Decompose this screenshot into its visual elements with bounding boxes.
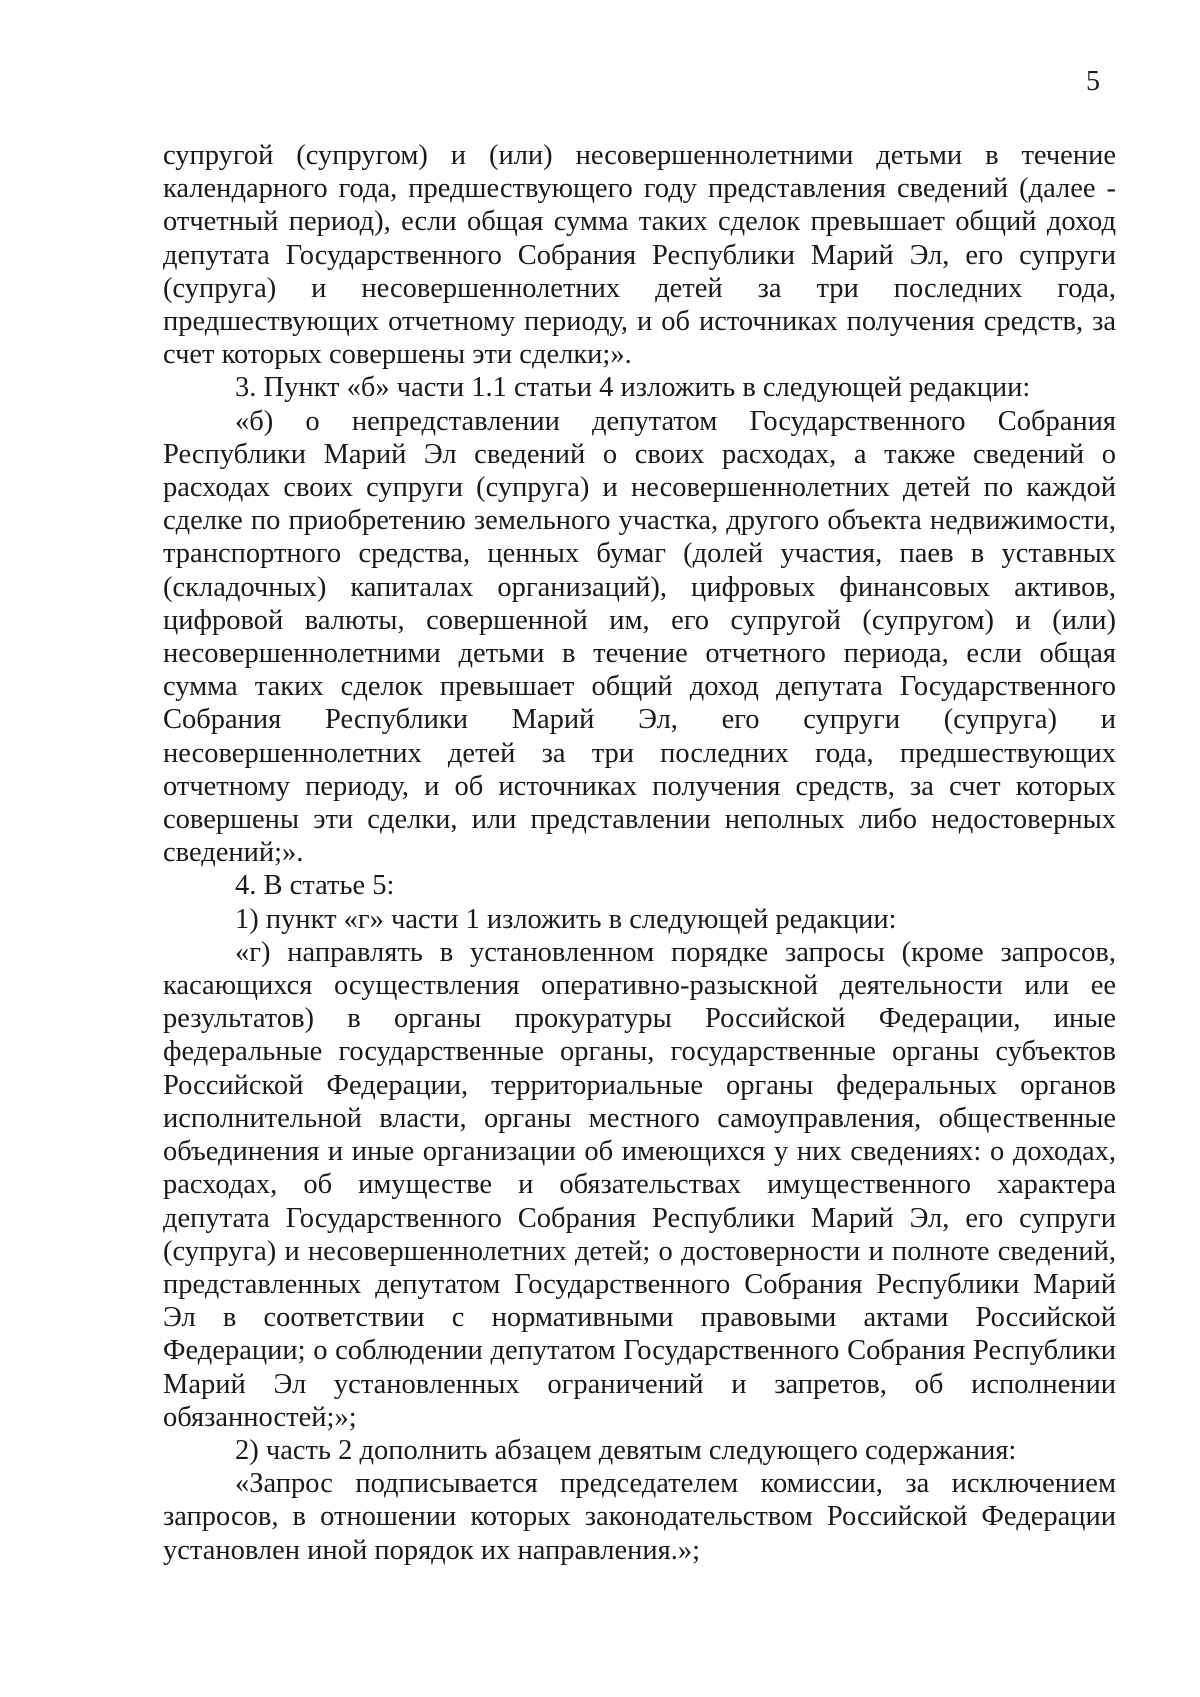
paragraph: 3. Пункт «б» части 1.1 статьи 4 изложить в следующей редакции: [235, 372, 1031, 404]
paragraph: «Запрос подписывается председателем комиссии, за исключением запросов, в отношении которых законодательством Российской Федерации установлен иной порядок их направления.»; [163, 1468, 1116, 1566]
paragraph: супругой (супругом) и (или) несовершеннолетними детьми в течение календарного года, предшествующего году представления сведений (далее - отчетный период), если общая сумма таких сделок превышает общий доход депутата Государственного Собрания Республики Марий Эл, его супруги (супруга) и несовершеннолетних детей за три последних года, предшествующих отчетному периоду, и об источниках получения средств, за счет которых совершены эти сделки;». [163, 140, 1116, 371]
document-body [163, 139, 1116, 1567]
paragraph: 1) пункт «г» части 1 изложить в следующей редакции: [235, 903, 897, 935]
paragraph: 2) часть 2 дополнить абзацем девятым следующего содержания: [235, 1434, 1017, 1466]
page-number: 5 [1086, 66, 1100, 97]
paragraph: «г) направлять в установленном порядке запросы (кроме запросов, касающихся осуществления оперативно-разыскной деятельности или ее результатов) в органы прокуратуры Российской Федерации, иные федеральные государственные органы, государственные органы субъектов Российской Федерации, территориальные органы федеральных органов исполнительной власти, органы местного самоуправления, общественные объединения и иные организации об имеющихся у них сведениях: о доходах, расходах, об имуществе и обязательствах имущественного характера депутата Государственного Собрания Республики Марий Эл, его супруги (супруга) и несовершеннолетних детей; о достоверности и полноте сведений, представленных депутатом Государственного Собрания Республики Марий Эл в соответствии с нормативными правовыми актами Российской Федерации; о соблюдении депутатом Государственного Собрания Республики Марий Эл установленных ограничений и запретов, об исполнении обязанностей;»; [163, 936, 1116, 1433]
paragraph: «б) о непредставлении депутатом Государственного Собрания Республики Марий Эл сведений о своих расходах, а также сведений о расходах своих супруги (супруга) и несовершеннолетних детей по каждой сделке по приобретению земельного участка, другого объекта недвижимости, транспортного средства, ценных бумаг (долей участия, паев в уставных (складочных) капиталах организаций), цифровых финансовых активов, цифровой валюты, совершенной им, его супругой (супругом) и (или) несовершеннолетними детьми в течение отчетного периода, если общая сумма таких сделок превышает общий доход депутата Государственного Собрания Республики Марий Эл, его супруги (супруга) и несовершеннолетних детей за три последних года, предшествующих отчетному периоду, и об источниках получения средств, за счет которых совершены эти сделки, или представлении неполных либо недостоверных сведений;». [163, 405, 1116, 869]
paragraph: 4. В статье 5: [235, 870, 395, 902]
